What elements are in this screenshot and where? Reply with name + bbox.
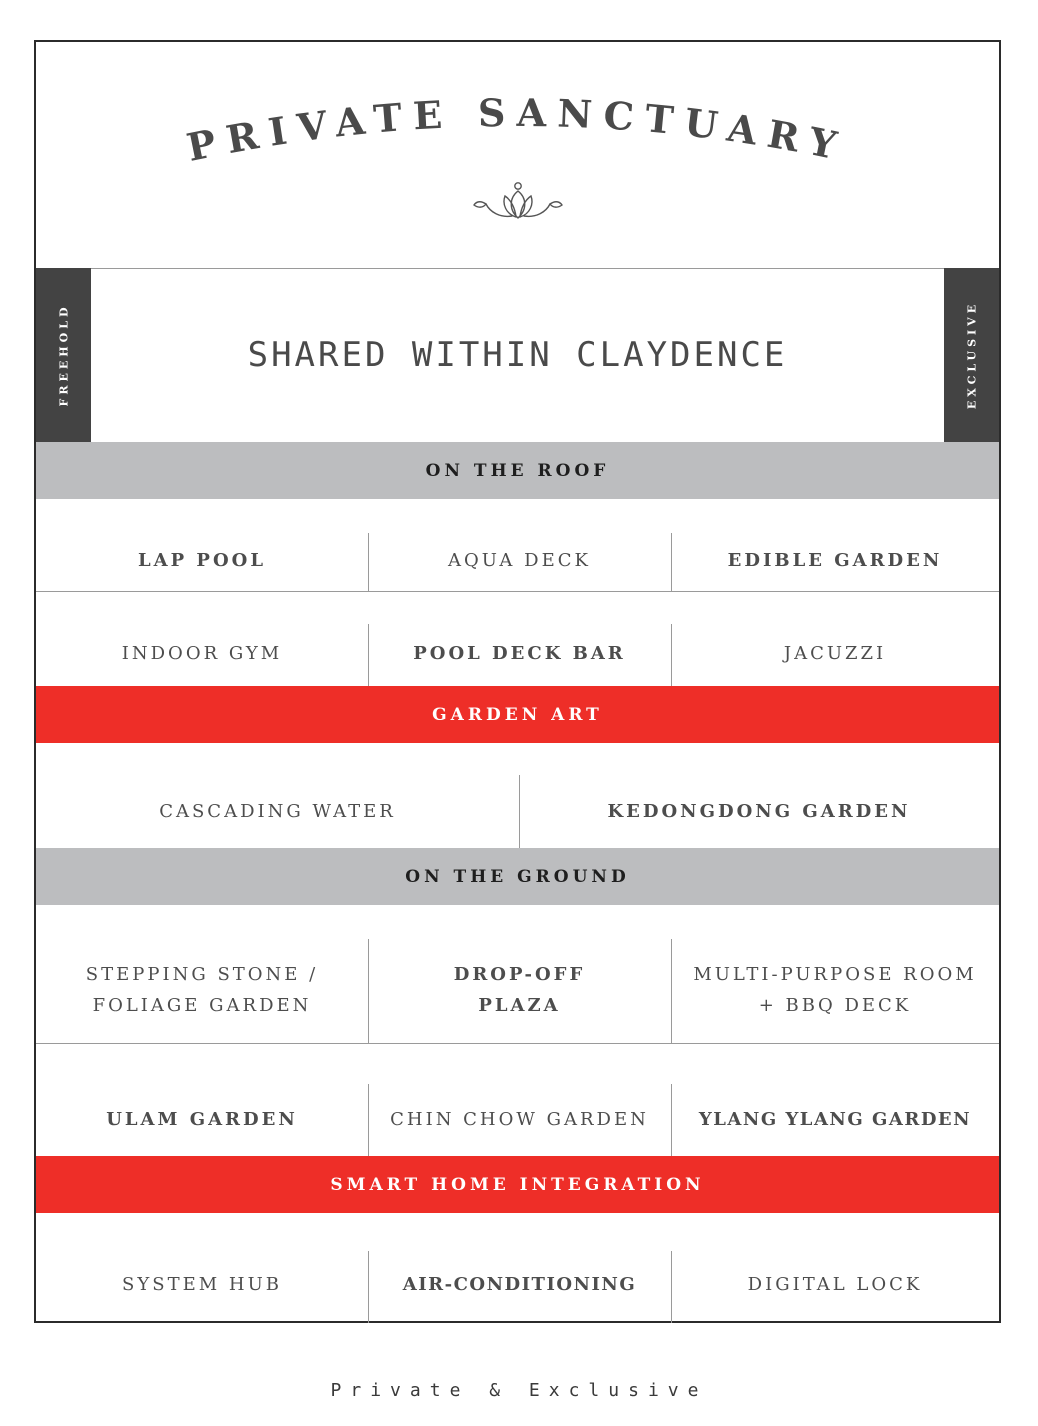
amenity-cascading-water: CASCADING WATER xyxy=(159,801,396,822)
column-divider xyxy=(368,533,369,592)
amenity-air-conditioning: AIR-CONDITIONING xyxy=(402,1273,637,1295)
amenity-digital-lock: DIGITAL LOCK xyxy=(747,1273,923,1295)
section-garden-art: GARDEN ART xyxy=(36,686,999,743)
amenity-indoor-gym: INDOOR GYM xyxy=(121,642,283,664)
ground-row-2 xyxy=(36,1044,999,1156)
column-divider xyxy=(368,624,369,686)
column-divider xyxy=(671,624,672,686)
amenity-chin-chow-garden: CHIN CHOW GARDEN xyxy=(390,1108,649,1130)
amenity-multi-purpose-room-bbq-deck: MULTI-PURPOSE ROOM + BBQ DECK xyxy=(693,964,977,1016)
amenity-pool-deck-bar: POOL DECK BAR xyxy=(413,642,626,664)
column-divider xyxy=(671,939,672,1043)
column-divider xyxy=(368,1251,369,1323)
amenity-edible-garden: EDIBLE GARDEN xyxy=(727,550,943,571)
exclusive-label: EXCLUSIVE xyxy=(965,300,978,410)
ground-row-1 xyxy=(36,905,999,1043)
amenity-jacuzzi: JACUZZI xyxy=(783,642,887,664)
lotus-icon xyxy=(472,180,564,222)
column-divider xyxy=(671,1084,672,1156)
column-divider xyxy=(368,1084,369,1156)
amenity-aqua-deck: AQUA DECK xyxy=(448,550,591,571)
amenity-ylang-ylang-garden: YLANG YLANG GARDEN xyxy=(698,1108,972,1130)
garden-art-row xyxy=(36,743,999,848)
amenity-kedongdong-garden: KEDONGDONG GARDEN xyxy=(607,801,911,822)
amenity-ulam-garden: ULAM GARDEN xyxy=(106,1108,298,1130)
page-title xyxy=(36,42,999,268)
amenity-lap-pool: LAP POOL xyxy=(138,550,266,571)
footer-tagline: Private & Exclusive xyxy=(330,1380,708,1401)
column-divider xyxy=(671,533,672,592)
column-divider xyxy=(671,1251,672,1323)
amenity-system-hub: SYSTEM HUB xyxy=(122,1273,282,1295)
amenity-drop-off-plaza: DROP-OFF PLAZA xyxy=(453,964,586,1016)
freehold-label: FREEHOLD xyxy=(57,303,70,407)
header xyxy=(36,42,999,268)
smart-home-row xyxy=(36,1213,999,1323)
section-smart-home-integration: SMART HOME INTEGRATION xyxy=(36,1156,999,1213)
roof-row-2 xyxy=(36,592,999,686)
svg-text:PRIVATE SANCTUARY: PRIVATE SANCTUARY xyxy=(183,89,851,170)
column-divider xyxy=(368,939,369,1043)
roof-row-1 xyxy=(36,499,999,592)
subtitle: SHARED WITHIN CLAYDENCE xyxy=(247,335,788,375)
amenities-card xyxy=(34,40,1001,1323)
section-on-the-roof: ON THE ROOF xyxy=(36,442,999,499)
section-on-the-ground: ON THE GROUND xyxy=(36,848,999,905)
amenity-stepping-stone-foliage-garden: STEPPING STONE / FOLIAGE GARDEN xyxy=(85,964,319,1016)
exclusive-tab xyxy=(944,268,999,442)
freehold-tab xyxy=(36,268,91,442)
column-divider xyxy=(519,775,520,848)
